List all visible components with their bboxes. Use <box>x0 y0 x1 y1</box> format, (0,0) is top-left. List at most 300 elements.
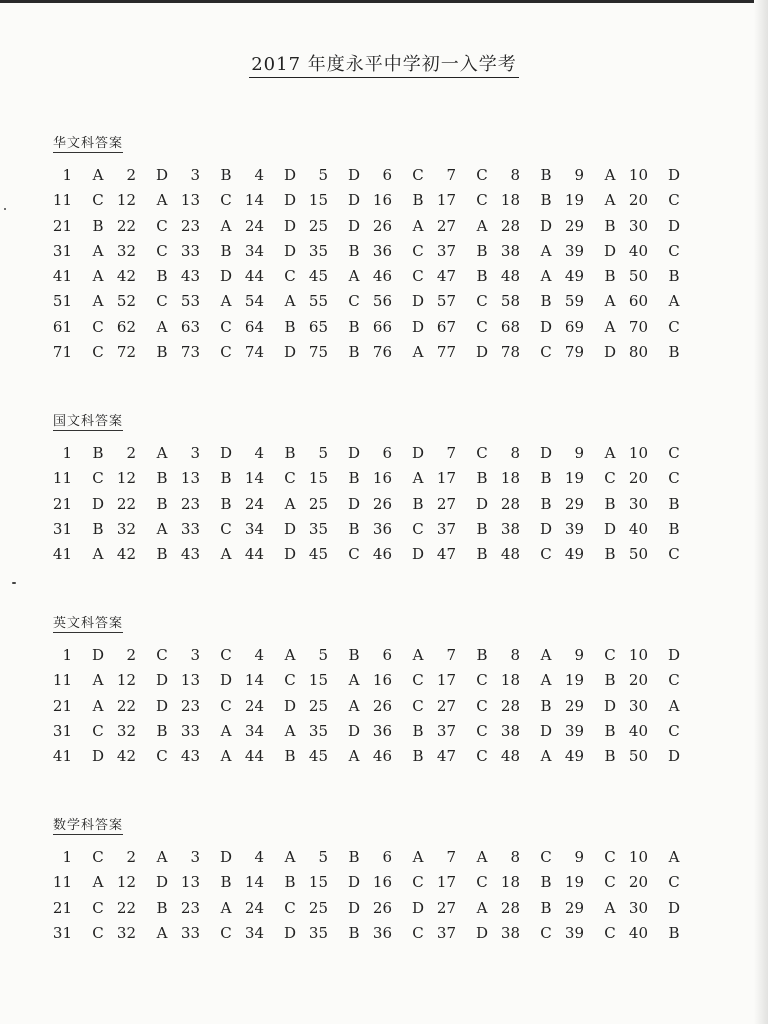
question-number: 6 <box>382 444 392 462</box>
answer-letter: C <box>156 747 168 766</box>
answer-letter: C <box>92 721 104 740</box>
answer-letter: C <box>284 671 296 690</box>
question-number: 8 <box>510 646 520 664</box>
answer-letter: B <box>348 241 360 260</box>
answer-letter: C <box>668 241 680 260</box>
question-number: 45 <box>308 545 328 564</box>
answer-letter: D <box>411 545 425 564</box>
answer-letter: B <box>604 216 616 235</box>
question-number: 17 <box>436 671 456 690</box>
answer-letter: D <box>411 444 425 462</box>
question-number: 13 <box>180 671 200 690</box>
question-number: 36 <box>372 721 392 740</box>
answer-letter: B <box>412 721 424 740</box>
answer-letter: D <box>347 898 361 917</box>
question-number: 26 <box>372 898 392 917</box>
question-number: 11 <box>52 191 72 210</box>
question-number: 36 <box>372 519 392 538</box>
answer-letter: C <box>220 646 232 664</box>
answer-letter: C <box>156 216 168 235</box>
answer-letter: A <box>412 646 424 664</box>
question-number: 50 <box>628 545 648 564</box>
page-title-container <box>0 50 768 78</box>
question-number: 62 <box>116 317 136 336</box>
answer-letter: D <box>347 494 361 513</box>
question-number: 1 <box>62 848 72 866</box>
question-number: 8 <box>510 444 520 462</box>
answer-letter: C <box>540 545 552 564</box>
answer-letter: D <box>283 923 297 942</box>
answer-letter: D <box>219 267 233 286</box>
answer-letter: D <box>539 721 553 740</box>
answer-letter: D <box>283 241 297 260</box>
question-number: 2 <box>126 646 136 664</box>
question-number: 21 <box>52 696 72 715</box>
answer-letter: C <box>476 444 488 462</box>
answer-letter: B <box>156 343 168 362</box>
question-number: 14 <box>244 671 264 690</box>
answer-letter: B <box>284 444 296 462</box>
answer-letter: A <box>220 898 232 917</box>
scan-speck <box>4 208 6 210</box>
answer-letter: B <box>220 873 232 892</box>
question-number: 27 <box>436 696 456 715</box>
question-number: 18 <box>500 469 520 488</box>
answer-letter: B <box>668 923 680 942</box>
question-number: 20 <box>628 469 648 488</box>
answer-letter: C <box>92 923 104 942</box>
question-number: 47 <box>436 267 456 286</box>
answer-letter: C <box>412 166 424 184</box>
question-number: 2 <box>126 848 136 866</box>
question-number: 1 <box>62 444 72 462</box>
answer-letter: C <box>156 292 168 311</box>
answer-letter: D <box>603 519 617 538</box>
question-number: 55 <box>308 292 328 311</box>
answer-letter: A <box>604 898 616 917</box>
answer-letter: D <box>283 216 297 235</box>
answer-letter: D <box>155 166 169 184</box>
question-number: 42 <box>116 545 136 564</box>
answer-letter: D <box>539 216 553 235</box>
answer-letter: C <box>668 671 680 690</box>
answer-letter: C <box>412 267 424 286</box>
question-number: 23 <box>180 216 200 235</box>
question-number: 48 <box>500 545 520 564</box>
answer-letter: B <box>348 848 360 866</box>
question-number: 27 <box>436 898 456 917</box>
question-number: 39 <box>564 721 584 740</box>
question-number: 49 <box>564 545 584 564</box>
answer-letter: C <box>604 848 616 866</box>
question-number: 29 <box>564 494 584 513</box>
question-number: 13 <box>180 469 200 488</box>
answer-letter: A <box>92 545 104 564</box>
scan-right-edge <box>754 0 768 1024</box>
answer-letter: D <box>667 166 681 184</box>
question-number: 9 <box>574 166 584 184</box>
question-number: 22 <box>116 216 136 235</box>
question-number: 7 <box>446 646 456 664</box>
answer-letter: A <box>668 848 680 866</box>
answer-letter: A <box>540 747 552 766</box>
answer-letter: B <box>284 317 296 336</box>
question-number: 47 <box>436 545 456 564</box>
question-number: 13 <box>180 873 200 892</box>
question-number: 22 <box>116 494 136 513</box>
question-number: 6 <box>382 646 392 664</box>
answer-letter: C <box>476 191 488 210</box>
answer-letter: D <box>219 848 233 866</box>
question-number: 48 <box>500 747 520 766</box>
question-number: 33 <box>180 721 200 740</box>
question-number: 3 <box>190 848 200 866</box>
question-number: 40 <box>628 241 648 260</box>
question-number: 12 <box>116 873 136 892</box>
answer-letter: B <box>476 267 488 286</box>
question-number: 15 <box>308 873 328 892</box>
answer-letter: A <box>220 292 232 311</box>
question-number: 3 <box>190 166 200 184</box>
answer-letter: A <box>220 747 232 766</box>
answer-letter: B <box>348 317 360 336</box>
answer-letter: D <box>283 545 297 564</box>
page-title: 2017 年度永平中学初一入学考 <box>249 50 519 78</box>
answer-letter: A <box>284 721 296 740</box>
question-number: 58 <box>500 292 520 311</box>
question-number: 26 <box>372 216 392 235</box>
answer-letter: D <box>219 444 233 462</box>
question-number: 38 <box>500 721 520 740</box>
question-number: 61 <box>52 317 72 336</box>
answer-letter: C <box>668 191 680 210</box>
question-number: 14 <box>244 191 264 210</box>
answer-letter: D <box>283 343 297 362</box>
question-number: 25 <box>308 696 328 715</box>
question-number: 50 <box>628 747 648 766</box>
question-number: 12 <box>116 469 136 488</box>
answer-letter: B <box>540 166 552 184</box>
answer-letter: C <box>476 166 488 184</box>
question-number: 32 <box>116 519 136 538</box>
question-number: 34 <box>244 241 264 260</box>
answer-letter: D <box>347 721 361 740</box>
question-number: 43 <box>180 747 200 766</box>
answer-letter: C <box>540 923 552 942</box>
question-number: 44 <box>244 545 264 564</box>
answer-letter: C <box>540 343 552 362</box>
answer-letter: B <box>476 519 488 538</box>
question-number: 24 <box>244 898 264 917</box>
question-number: 19 <box>564 469 584 488</box>
answer-letter: B <box>476 646 488 664</box>
question-number: 3 <box>190 646 200 664</box>
answer-letter: C <box>220 923 232 942</box>
question-number: 28 <box>500 494 520 513</box>
question-number: 68 <box>500 317 520 336</box>
question-number: 20 <box>628 191 648 210</box>
answer-letter: B <box>348 646 360 664</box>
question-number: 15 <box>308 191 328 210</box>
question-number: 48 <box>500 267 520 286</box>
question-number: 16 <box>372 873 392 892</box>
question-number: 36 <box>372 923 392 942</box>
answer-letter: A <box>540 241 552 260</box>
answer-letter: C <box>604 646 616 664</box>
question-number: 42 <box>116 747 136 766</box>
answer-letter: A <box>284 292 296 311</box>
question-number: 12 <box>116 671 136 690</box>
question-number: 16 <box>372 671 392 690</box>
answer-letter: C <box>220 317 232 336</box>
question-number: 4 <box>254 166 264 184</box>
answer-letter: B <box>220 469 232 488</box>
answer-letter: C <box>220 519 232 538</box>
question-number: 20 <box>628 671 648 690</box>
question-number: 74 <box>244 343 264 362</box>
answer-letter: C <box>92 191 104 210</box>
answer-letter: A <box>92 696 104 715</box>
answer-letter: A <box>604 317 616 336</box>
question-number: 52 <box>116 292 136 311</box>
answer-letter: C <box>476 873 488 892</box>
answer-letter: A <box>348 267 360 286</box>
question-number: 33 <box>180 241 200 260</box>
answer-letter: C <box>284 267 296 286</box>
question-number: 32 <box>116 923 136 942</box>
question-number: 10 <box>628 646 648 664</box>
question-number: 33 <box>180 923 200 942</box>
question-number: 25 <box>308 494 328 513</box>
answer-letter: A <box>668 292 680 311</box>
question-number: 23 <box>180 898 200 917</box>
question-number: 7 <box>446 848 456 866</box>
question-number: 30 <box>628 494 648 513</box>
question-number: 18 <box>500 671 520 690</box>
section-title: 数学科答案 <box>53 814 123 835</box>
answer-letter: D <box>411 292 425 311</box>
question-number: 80 <box>628 343 648 362</box>
question-number: 6 <box>382 166 392 184</box>
question-number: 53 <box>180 292 200 311</box>
answer-letter: A <box>668 696 680 715</box>
question-number: 63 <box>180 317 200 336</box>
answer-letter: A <box>412 343 424 362</box>
answer-letter: A <box>156 848 168 866</box>
answer-letter: A <box>92 671 104 690</box>
question-number: 7 <box>446 444 456 462</box>
question-number: 15 <box>308 671 328 690</box>
answer-letter: C <box>220 191 232 210</box>
answer-letter: A <box>604 191 616 210</box>
question-number: 69 <box>564 317 584 336</box>
answer-letter: D <box>411 898 425 917</box>
answer-letter: B <box>540 898 552 917</box>
question-number: 22 <box>116 696 136 715</box>
question-number: 10 <box>628 444 648 462</box>
answer-letter: D <box>91 747 105 766</box>
answer-letter: A <box>412 469 424 488</box>
question-number: 37 <box>436 241 456 260</box>
question-number: 37 <box>436 923 456 942</box>
question-number: 29 <box>564 216 584 235</box>
question-number: 30 <box>628 696 648 715</box>
question-number: 8 <box>510 848 520 866</box>
section-title: 华文科答案 <box>53 132 123 153</box>
answer-letter: D <box>347 191 361 210</box>
answer-letter: C <box>92 317 104 336</box>
answer-letter: A <box>476 848 488 866</box>
answer-letter: B <box>668 519 680 538</box>
answer-letter: D <box>347 444 361 462</box>
answer-letter: C <box>220 343 232 362</box>
answer-letter: B <box>540 469 552 488</box>
question-number: 47 <box>436 747 456 766</box>
question-number: 37 <box>436 519 456 538</box>
question-number: 21 <box>52 216 72 235</box>
question-number: 41 <box>52 267 72 286</box>
answer-letter: B <box>668 343 680 362</box>
question-number: 22 <box>116 898 136 917</box>
question-number: 19 <box>564 671 584 690</box>
question-number: 45 <box>308 747 328 766</box>
scan-top-edge <box>0 0 768 3</box>
question-number: 8 <box>510 166 520 184</box>
answer-letter: D <box>667 747 681 766</box>
answer-letter: D <box>539 444 553 462</box>
question-number: 5 <box>318 848 328 866</box>
question-number: 31 <box>52 241 72 260</box>
question-number: 18 <box>500 873 520 892</box>
answer-letter: C <box>92 343 104 362</box>
answer-letter: A <box>156 923 168 942</box>
answer-letter: A <box>348 696 360 715</box>
section-malay <box>52 410 692 564</box>
question-number: 49 <box>564 267 584 286</box>
answer-letter: B <box>540 191 552 210</box>
answer-letter: D <box>283 191 297 210</box>
question-number: 38 <box>500 519 520 538</box>
question-number: 32 <box>116 721 136 740</box>
answer-letter: A <box>604 292 616 311</box>
question-number: 34 <box>244 923 264 942</box>
answer-letter: B <box>412 747 424 766</box>
answer-letter: D <box>283 519 297 538</box>
answer-letter: B <box>668 267 680 286</box>
question-number: 5 <box>318 444 328 462</box>
answer-letter: B <box>92 444 104 462</box>
answer-letter: A <box>348 747 360 766</box>
answer-letter: C <box>668 469 680 488</box>
answer-letter: A <box>156 519 168 538</box>
question-number: 9 <box>574 444 584 462</box>
question-number: 46 <box>372 545 392 564</box>
answer-letter: B <box>540 494 552 513</box>
answer-letter: C <box>668 873 680 892</box>
scan-speck <box>12 582 16 584</box>
question-number: 23 <box>180 696 200 715</box>
question-number: 39 <box>564 519 584 538</box>
answer-letter: D <box>347 166 361 184</box>
answer-letter: D <box>667 216 681 235</box>
question-number: 77 <box>436 343 456 362</box>
question-number: 34 <box>244 519 264 538</box>
question-number: 67 <box>436 317 456 336</box>
answer-letter: B <box>92 216 104 235</box>
answer-letter: D <box>475 923 489 942</box>
answer-letter: C <box>284 469 296 488</box>
question-number: 19 <box>564 873 584 892</box>
answer-letter: A <box>92 267 104 286</box>
question-number: 11 <box>52 671 72 690</box>
question-number: 2 <box>126 444 136 462</box>
answer-letter: B <box>156 469 168 488</box>
question-number: 79 <box>564 343 584 362</box>
question-number: 35 <box>308 923 328 942</box>
question-number: 20 <box>628 873 648 892</box>
question-number: 15 <box>308 469 328 488</box>
answer-letter: D <box>155 671 169 690</box>
answer-letter: C <box>92 898 104 917</box>
question-number: 31 <box>52 721 72 740</box>
answer-letter: B <box>412 191 424 210</box>
answer-letter: B <box>220 241 232 260</box>
question-number: 4 <box>254 848 264 866</box>
answer-letter: B <box>92 519 104 538</box>
answer-letter: A <box>156 444 168 462</box>
answer-letter: C <box>476 292 488 311</box>
answer-letter: C <box>476 747 488 766</box>
question-number: 50 <box>628 267 648 286</box>
question-number: 5 <box>318 646 328 664</box>
answer-letter: D <box>667 898 681 917</box>
question-number: 3 <box>190 444 200 462</box>
answer-letter: B <box>156 545 168 564</box>
question-number: 16 <box>372 191 392 210</box>
question-number: 31 <box>52 519 72 538</box>
answer-letter: B <box>604 671 616 690</box>
question-number: 40 <box>628 519 648 538</box>
answer-letter: A <box>540 267 552 286</box>
question-number: 16 <box>372 469 392 488</box>
question-number: 24 <box>244 494 264 513</box>
question-number: 39 <box>564 923 584 942</box>
answer-letter: D <box>91 494 105 513</box>
answer-letter: B <box>540 873 552 892</box>
question-number: 33 <box>180 519 200 538</box>
question-number: 44 <box>244 747 264 766</box>
question-number: 13 <box>180 191 200 210</box>
question-number: 30 <box>628 898 648 917</box>
answer-letter: C <box>348 545 360 564</box>
question-number: 38 <box>500 241 520 260</box>
answer-letter: C <box>412 519 424 538</box>
answer-letter: D <box>283 696 297 715</box>
answer-letter: B <box>540 696 552 715</box>
answer-letter: B <box>604 721 616 740</box>
answer-letter: D <box>603 343 617 362</box>
answer-letter: C <box>668 444 680 462</box>
answer-letter: B <box>156 494 168 513</box>
answer-letter: A <box>220 216 232 235</box>
question-number: 43 <box>180 267 200 286</box>
question-number: 41 <box>52 545 72 564</box>
answer-letter: C <box>604 469 616 488</box>
question-number: 40 <box>628 923 648 942</box>
answer-letter: B <box>348 519 360 538</box>
question-number: 17 <box>436 469 456 488</box>
answer-letter: B <box>156 721 168 740</box>
